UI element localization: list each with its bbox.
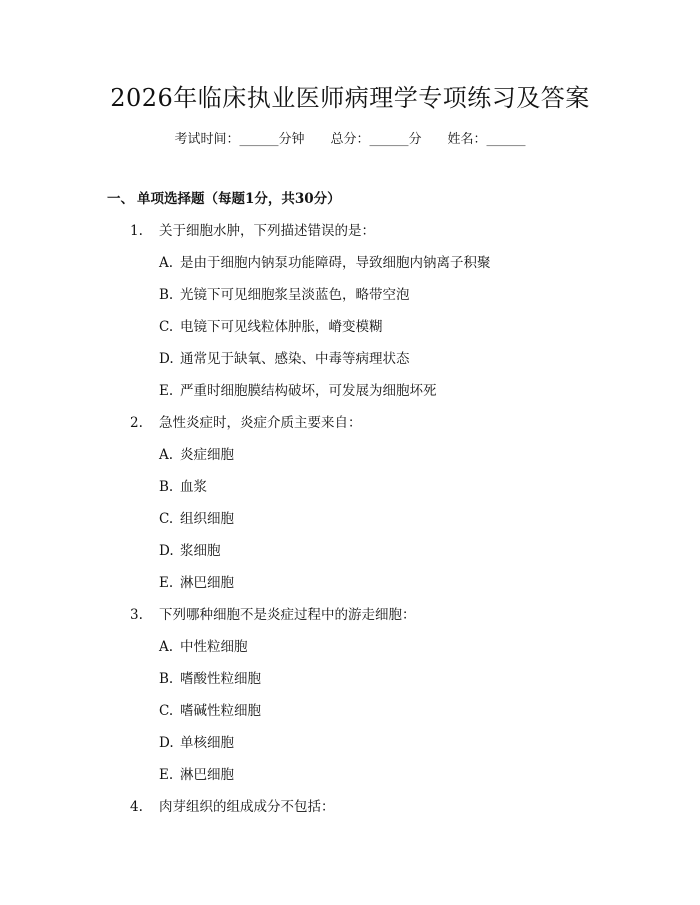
option-letter: C.: [159, 703, 174, 719]
option-letter: D.: [159, 351, 174, 367]
document-title: 2026年临床执业医师病理学专项练习及答案: [110, 84, 590, 112]
section-title: 单项选择题（每题1分，共30分）: [137, 191, 341, 207]
option-3d: [0, 732, 700, 764]
option-1c: [0, 316, 700, 348]
question-text: 急性炎症时，炎症介质主要来自：: [159, 415, 362, 431]
option-3c: [0, 700, 700, 732]
total-score-label: 总分：______分: [330, 132, 422, 147]
option-3b: [0, 668, 700, 700]
question-list: [0, 220, 700, 828]
option-text: 通常见于缺氧、感染、中毒等病理状态: [180, 351, 410, 367]
question-text: 关于细胞水肿，下列描述错误的是：: [159, 223, 375, 239]
question-1: [0, 220, 700, 252]
option-text: 组织细胞: [180, 511, 234, 527]
option-1d: [0, 348, 700, 380]
option-2c: [0, 508, 700, 540]
exam-meta: [0, 130, 700, 150]
option-3e: [0, 764, 700, 796]
option-text: 严重时细胞膜结构破坏，可发展为细胞坏死: [180, 383, 437, 399]
option-text: 电镜下可见线粒体肿胀，嵴变模糊: [180, 319, 383, 335]
option-letter: D.: [159, 735, 174, 751]
option-letter: A.: [159, 639, 174, 655]
section-heading: [107, 189, 341, 209]
question-text: 肉芽组织的组成成分不包括：: [159, 799, 335, 815]
option-text: 淋巴细胞: [180, 575, 234, 591]
question-3: [0, 604, 700, 636]
name-label: 姓名：______: [447, 132, 526, 147]
option-3a: [0, 636, 700, 668]
question-number: 4.: [130, 799, 143, 815]
option-text: 血浆: [180, 479, 207, 495]
option-letter: C.: [159, 319, 174, 335]
option-text: 单核细胞: [180, 735, 234, 751]
question-text: 下列哪种细胞不是炎症过程中的游走细胞：: [159, 607, 416, 623]
option-1e: [0, 380, 700, 412]
option-letter: E.: [159, 383, 174, 399]
option-letter: D.: [159, 543, 174, 559]
question-number: 2.: [130, 415, 143, 431]
option-letter: A.: [159, 447, 174, 463]
question-2: [0, 412, 700, 444]
option-text: 是由于细胞内钠泵功能障碍，导致细胞内钠离子积聚: [180, 255, 491, 271]
option-2a: [0, 444, 700, 476]
section-number: 一、: [107, 191, 134, 207]
option-1b: [0, 284, 700, 316]
option-1a: [0, 252, 700, 284]
option-text: 中性粒细胞: [180, 639, 248, 655]
question-number: 3.: [130, 607, 143, 623]
option-letter: B.: [159, 671, 174, 687]
option-text: 炎症细胞: [180, 447, 234, 463]
option-text: 淋巴细胞: [180, 767, 234, 783]
option-2b: [0, 476, 700, 508]
question-number: 1.: [130, 223, 143, 239]
question-4: [0, 796, 700, 828]
option-letter: E.: [159, 575, 174, 591]
exam-time-label: 考试时间：______分钟: [174, 132, 305, 147]
option-text: 嗜碱性粒细胞: [180, 703, 261, 719]
option-letter: B.: [159, 479, 174, 495]
option-letter: C.: [159, 511, 174, 527]
option-letter: A.: [159, 255, 174, 271]
option-text: 嗜酸性粒细胞: [180, 671, 261, 687]
option-text: 浆细胞: [180, 543, 221, 559]
option-2d: [0, 540, 700, 572]
option-letter: B.: [159, 287, 174, 303]
option-letter: E.: [159, 767, 174, 783]
option-2e: [0, 572, 700, 604]
option-text: 光镜下可见细胞浆呈淡蓝色，略带空泡: [180, 287, 410, 303]
